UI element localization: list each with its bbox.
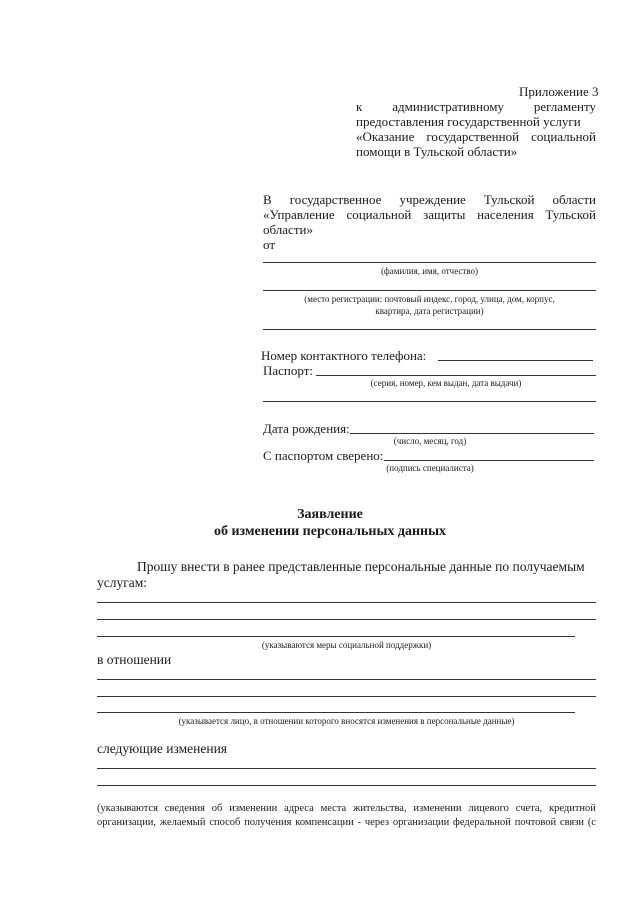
address-field[interactable]: [263, 290, 596, 291]
measures-field-1[interactable]: [97, 602, 596, 603]
regarding-field-3[interactable]: [97, 712, 575, 713]
person-hint: (указывается лицо, в отношении которого вносятся изменения в персональные данные): [178, 716, 515, 726]
verified-label: С паспортом сверено:: [263, 448, 384, 463]
footnote-line-2: организации, желаемый способ получения компенсации - через организации федеральной почтовой связи (с: [97, 817, 596, 828]
appendix-number: Приложение 3: [519, 84, 599, 99]
passport-field[interactable]: [316, 375, 596, 376]
phone-field[interactable]: [438, 360, 593, 361]
fio-field[interactable]: [263, 262, 596, 263]
verified-hint: (подпись специалиста): [386, 463, 474, 473]
appendix-line-2: к административному регламенту: [356, 99, 596, 114]
measures-field-3[interactable]: [97, 636, 575, 637]
verified-field[interactable]: [384, 460, 594, 461]
addressee-line-1: В государственное учреждение Тульской области: [263, 192, 596, 207]
regarding-field-2[interactable]: [97, 696, 596, 697]
phone-label: Номер контактного телефона:: [261, 348, 427, 363]
address-hint-2: квартира, дата регистрации): [375, 306, 484, 316]
changes-field-2[interactable]: [97, 785, 596, 786]
from-label: от: [263, 237, 276, 252]
appendix-line-3: предоставления государственной услуги: [356, 114, 581, 129]
measures-field-2[interactable]: [97, 619, 596, 620]
addressee-line-3: области»: [263, 222, 313, 237]
passport-label: Паспорт:: [263, 363, 314, 378]
regarding-field-1[interactable]: [97, 679, 596, 680]
document-subtitle: об изменении персональных данных: [213, 524, 447, 539]
appendix-line-4: «Оказание государственной социальной: [356, 129, 596, 144]
birth-label: Дата рождения:: [263, 421, 350, 436]
passport-hint: (серия, номер, кем выдан, дата выдачи): [370, 378, 522, 388]
footnote-line-1: (указываются сведения об изменении адреса места жительства, изменении лицевого счета, кредитной: [97, 803, 596, 814]
request-text-line-1: Прошу внести в ранее представленные персональные данные по получаемым: [137, 559, 585, 574]
birth-hint: (число, месяц, год): [393, 436, 467, 446]
request-text-line-2: услугам:: [97, 575, 148, 590]
birth-field[interactable]: [350, 433, 594, 434]
measures-hint: (указываются меры социальной поддержки): [261, 640, 432, 650]
regarding-label: в отношении: [97, 652, 172, 667]
fio-hint: (фамилия, имя, отчество): [380, 266, 479, 276]
address-field-extra[interactable]: [263, 329, 596, 330]
addressee-line-2: «Управление социальной защиты населения Тульской: [263, 207, 596, 222]
passport-field-extra[interactable]: [263, 401, 596, 402]
address-hint-1: (место регистрации: почтовый индекс, город, улица, дом, корпус,: [304, 294, 555, 304]
changes-label: следующие изменения: [97, 741, 228, 756]
document-title: Заявление: [297, 507, 363, 522]
changes-field-1[interactable]: [97, 768, 596, 769]
appendix-line-5: помощи в Тульской области»: [356, 144, 518, 159]
